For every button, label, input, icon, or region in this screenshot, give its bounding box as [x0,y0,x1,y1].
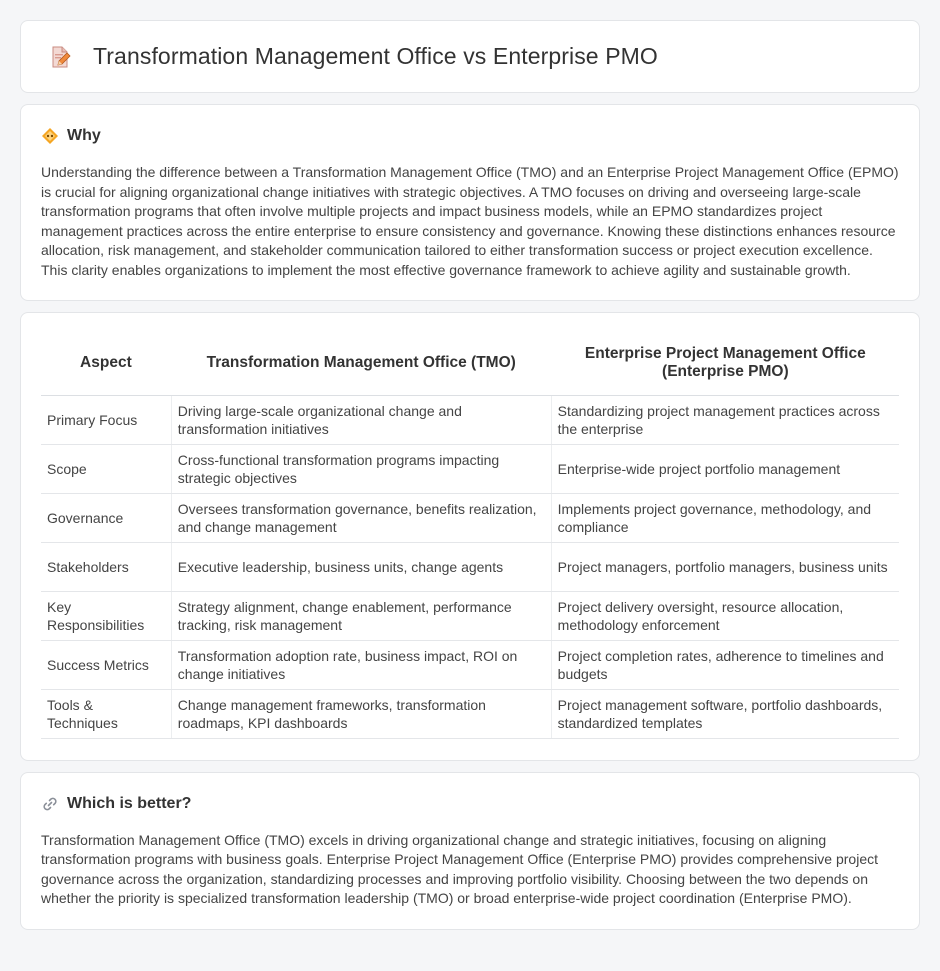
epmo-cell: Standardizing project management practices across the enterprise [551,395,899,444]
why-section [20,104,920,301]
why-text: Understanding the difference between a Transformation Management Office (TMO) and an Enterprise Project Management Office (EPMO) is crucial for aligning organizational change initiatives with strategic objectives. A TMO focuses on driving and overseeing large-scale transformation programs that often involve multiple projects and impact business models, while an EPMO standardizes project management practices across the entire enterprise to ensure consistency and governance. Knowing these distinctions enhances resource allocation, risk management, and stakeholder communication tailored to either transformation success or project execution excellence. This clarity enables organizations to implement the most effective governance framework to achieve agility and sustainable growth. [41,164,899,278]
epmo-cell: Implements project governance, methodology, and compliance [551,493,899,542]
better-section [20,772,920,930]
page-title: Transformation Management Office vs Enterprise PMO [93,43,658,69]
table-header-row [41,333,899,395]
header-epmo: Enterprise Project Management Office (Enterprise PMO) [551,333,899,395]
comparison-table-card [20,312,920,761]
table-row [41,689,899,738]
header-aspect: Aspect [41,333,171,395]
aspect-cell: Governance [41,493,171,542]
aspect-cell: Stakeholders [41,542,171,591]
tmo-cell: Oversees transformation governance, benefits realization, and change management [171,493,551,542]
title-card [20,20,920,93]
better-header [41,795,899,813]
aspect-cell: Primary Focus [41,395,171,444]
epmo-cell: Project delivery oversight, resource allocation, methodology enforcement [551,591,899,640]
better-text: Transformation Management Office (TMO) excels in driving organizational change and strategic initiatives, focusing on aligning transformation programs with business goals. Enterprise Project Management Office (Enterprise PMO) provides comprehensive project governance across the organization, standardizing processes and improving portfolio visibility. Choosing between the two depends on whether the priority is specialized transformation leadership (TMO) or broad enterprise-wide project coordination (Enterprise PMO). [41,831,878,906]
aspect-cell: Tools & Techniques [41,689,171,738]
table-row [41,542,899,591]
comparison-table [41,333,899,739]
diamond-icon [41,127,59,145]
table-row [41,444,899,493]
epmo-cell: Project managers, portfolio managers, business units [551,542,899,591]
tmo-cell: Executive leadership, business units, change agents [171,542,551,591]
table-row [41,395,899,444]
better-title: Which is better? [67,794,192,812]
why-title: Why [67,127,101,144]
aspect-cell: Key Responsibilities [41,591,171,640]
tmo-cell: Cross-functional transformation programs impacting strategic objectives [171,444,551,493]
epmo-cell: Project completion rates, adherence to timelines and budgets [551,640,899,689]
why-header [41,127,899,145]
tmo-cell: Change management frameworks, transformation roadmaps, KPI dashboards [171,689,551,738]
tmo-cell: Driving large-scale organizational change and transformation initiatives [171,395,551,444]
tmo-cell: Strategy alignment, change enablement, performance tracking, risk management [171,591,551,640]
aspect-cell: Success Metrics [41,640,171,689]
epmo-cell: Project management software, portfolio dashboards, standardized templates [551,689,899,738]
header-tmo: Transformation Management Office (TMO) [171,333,551,395]
table-row [41,493,899,542]
table-row [41,640,899,689]
aspect-cell: Scope [41,444,171,493]
link-icon [41,795,59,813]
table-row [41,591,899,640]
tmo-cell: Transformation adoption rate, business impact, ROI on change initiatives [171,640,551,689]
epmo-cell: Enterprise-wide project portfolio management [551,444,899,493]
document-edit-icon [47,44,73,70]
